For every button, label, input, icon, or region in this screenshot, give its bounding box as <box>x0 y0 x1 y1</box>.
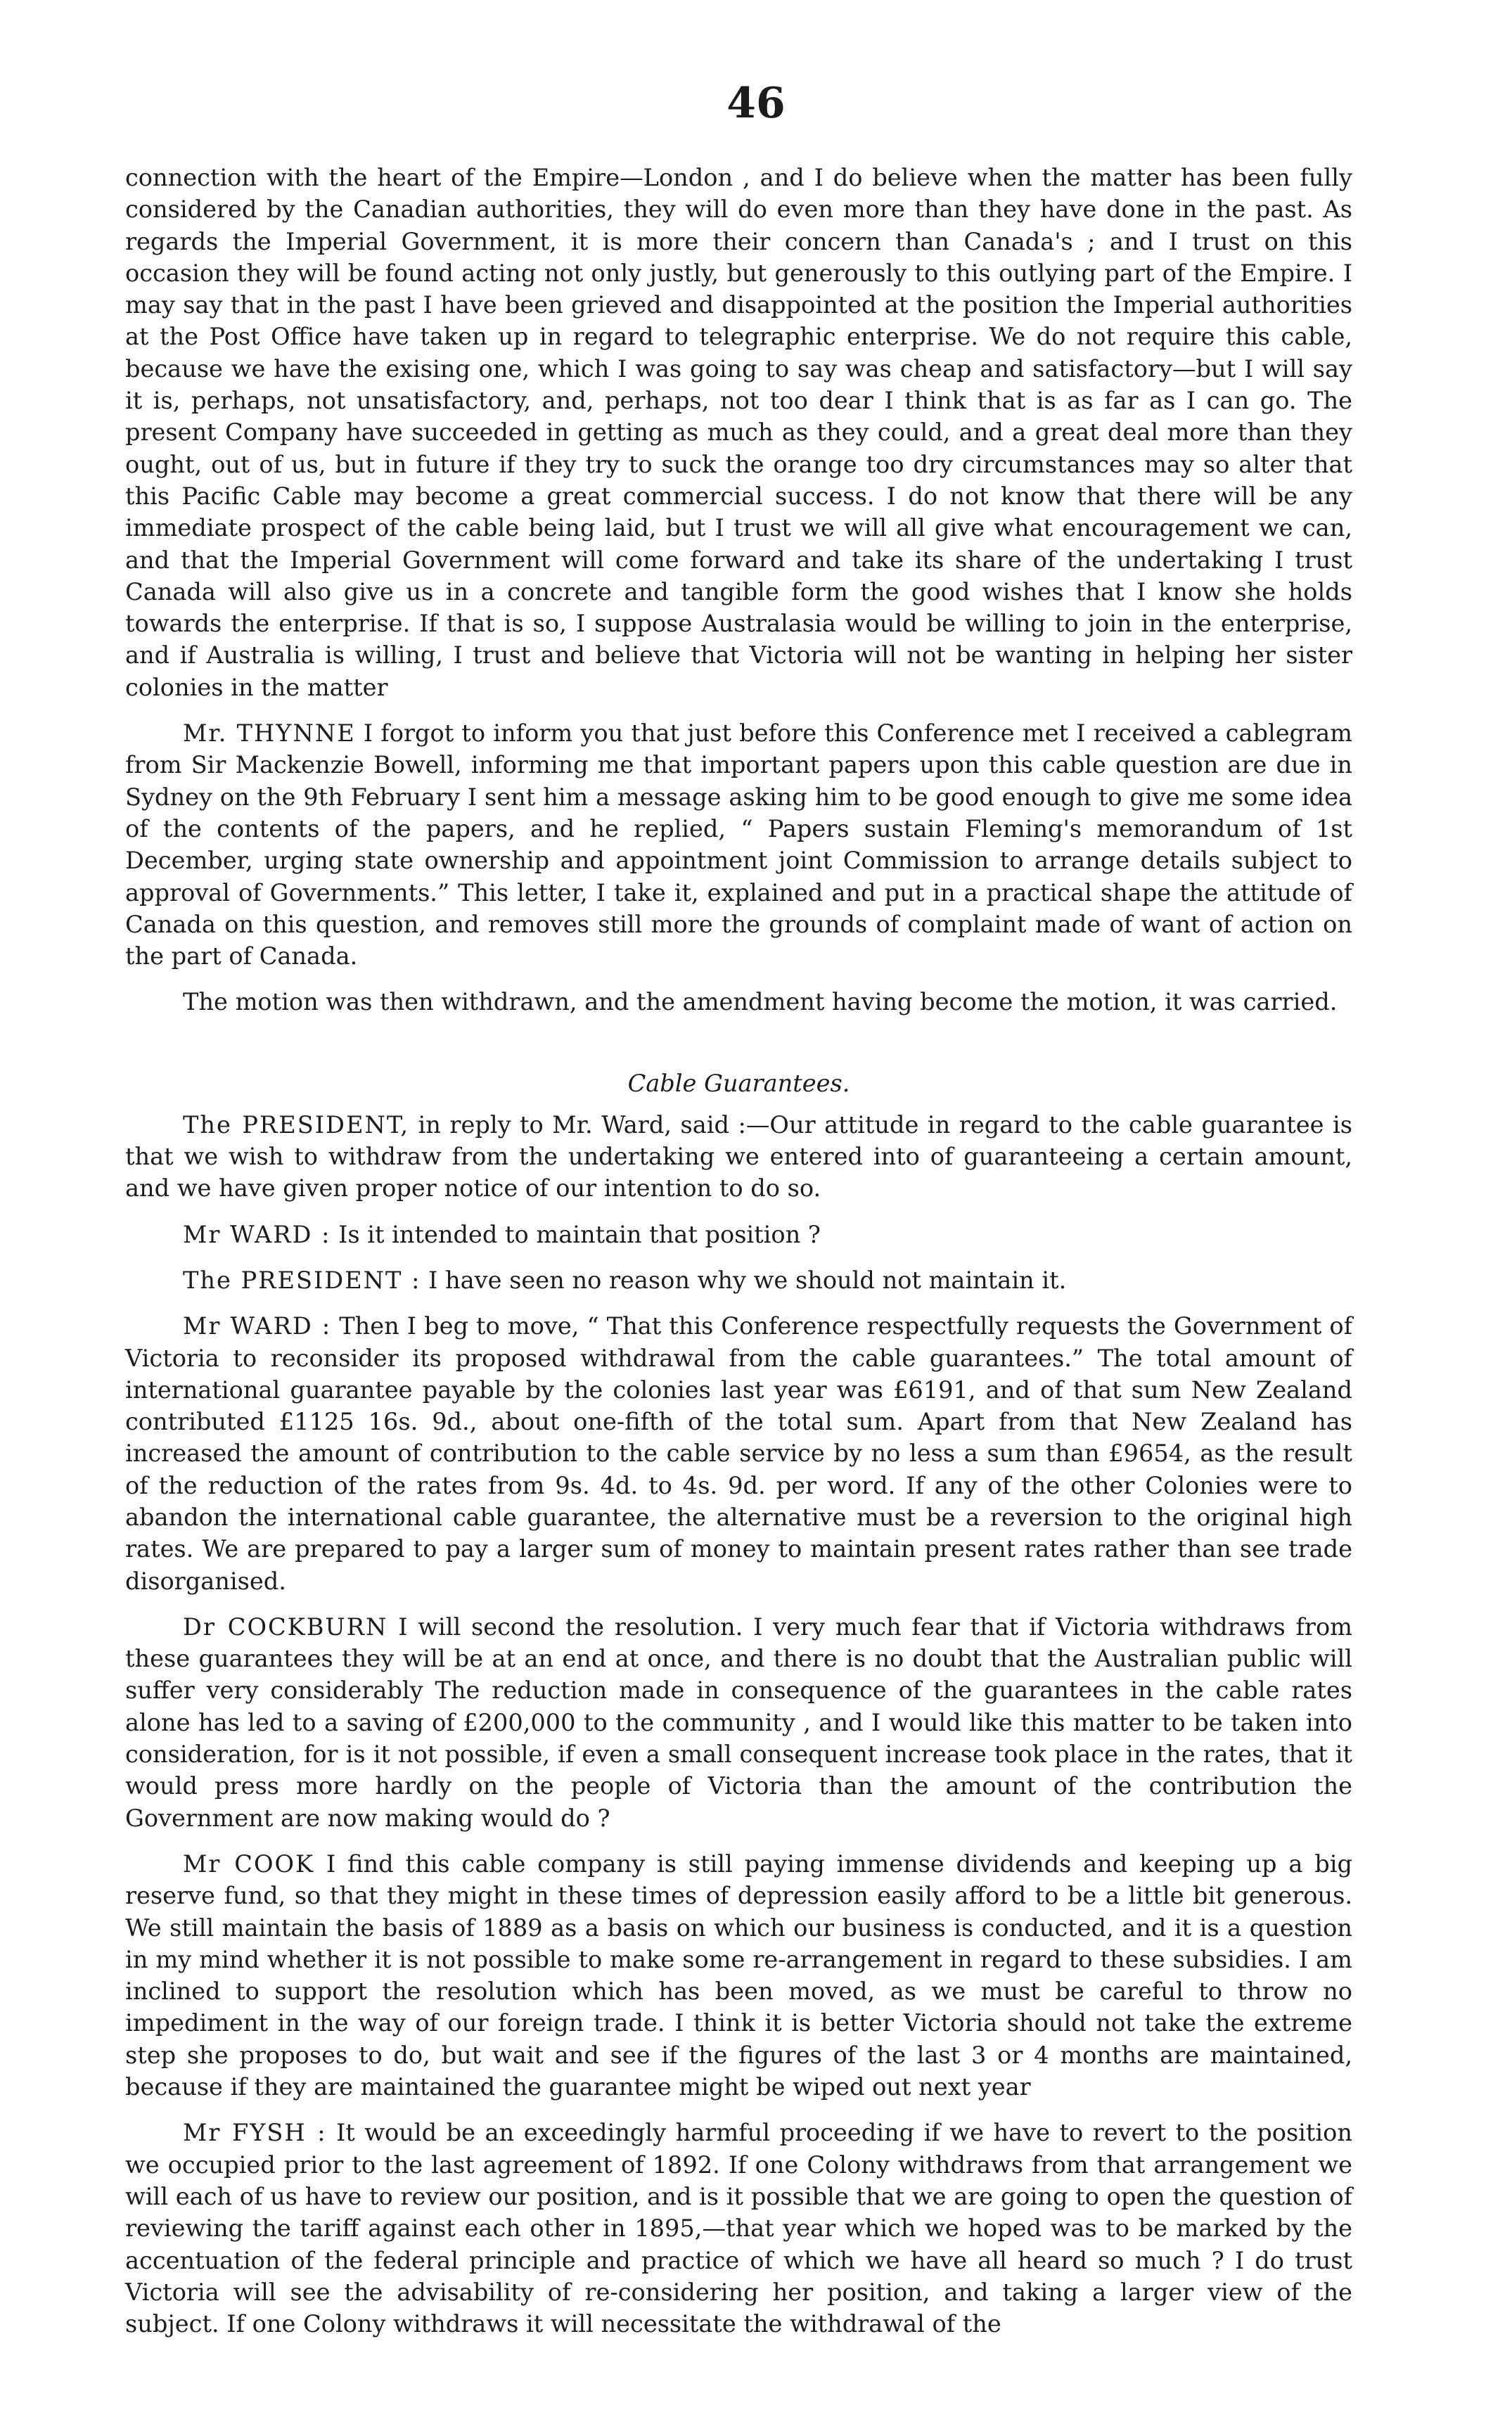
speaker-name: Mr COOK <box>183 1849 315 1878</box>
paragraph-text: It would be an exceedingly harmful proceeding if we have to revert to the position we occupied prior to the last agreement of 1892. If one Colony withdraws from that arrangement we will each of us have to review our position, and is it possible that we are going to open the question of reviewing the tariff against each other in 1895,—that year which we hoped was to be marked by the accentuation of the federal principle and practice of which we have all heard so much ? I do trust Victoria will see the advisability of re-considering her position, and taking a larger view of the subject. If one Colony withdraws it will necessitate the withdrawal of the <box>125 2119 1352 2338</box>
section-heading: Cable Guarantees. <box>627 1069 850 1097</box>
speaker-name: Mr FYSH : <box>183 2119 327 2147</box>
paragraph-text: The motion was then withdrawn, and the amendment having become the motion, it was carried. <box>183 988 1338 1016</box>
speaker-name: The PRESIDENT : <box>183 1266 421 1294</box>
paragraph-continuation <box>125 162 1352 703</box>
paragraph-motion-withdrawn <box>125 986 1352 1018</box>
speaker-name: Mr. THYNNE <box>183 719 356 748</box>
paragraph-text: in reply to Mr. Ward, said :—Our attitude in regard to the cable guarantee is that we wish to withdraw from the undertaking we entered into of guaranteeing a certain amount, and we have given proper notice of our intention to do so. <box>125 1110 1352 1203</box>
paragraph-ward-motion <box>125 1310 1352 1597</box>
paragraph-text: I find this cable company is still paying immense dividends and keeping up a big reserve fund, so that they might in these times of depression easily afford to be a little bit generous. We still maintain the basis of 1889 as a basis on which our business is conducted, and it is a question in my mind whether it is not possible to make some re-arrangement in regard to these subsidies. I am inclined to support the resolution which has been moved, as we must be careful to throw no impediment in the way of our foreign trade. I think it is better Victoria should not take the extreme step she proposes to do, but wait and see if the figures of the last 3 or 4 months are maintained, because if they are maintained the guarantee might be wiped out next year <box>125 1849 1352 2101</box>
paragraph-text: connection with the heart of the Empire—London , and I do believe when the matter has been fully considered by the Canadian authorities, they will do even more than they have done in the past. As regards the Imperial Government, it is more their concern than Canada's ; and I trust on this occasion they will be found acting not only justly, but generously to this outlying part of the Empire. I may say that in the past I have been grieved and disappointed at the position the Imperial authorities at the Post Office have taken up in regard to telegraphic enterprise. We do not require this cable, because we have the exising one, which I was going to say was cheap and satisfactory—but I will say it is, perhaps, not unsatisfactory, and, perhaps, not too dear I think that is as far as I can go. The present Company have succeeded in getting as much as they could, and a great deal more than they ought, out of us, but in future if they try to suck the orange too dry circumstances may so alter that this Pacific Cable may become a great commercial success. I do not know that there will be any immediate prospect of the cable being laid, but I trust we will all give what encouragement we can, and that the Imperial Government will come forward and take its share of the undertaking I trust Canada will also give us in a concrete and tangible form the good wishes that I know she holds towards the enterprise. If that is so, I suppose Australasia would be willing to join in the enterprise, and if Australia is willing, I trust and believe that Victoria will not be wanting in helping her sister colonies in the matter <box>125 164 1352 701</box>
page-number: 46 <box>726 79 786 128</box>
paragraph-thynne <box>125 717 1352 972</box>
paragraph-cook <box>125 1848 1352 2103</box>
paragraph-text: I will second the resolution. I very much fear that if Victoria withdraws from these guarantees they will be at an end at once, and there is no doubt that the Australian public will suffer very considerably The reduction made in consequence of the guarantees in the cable rates alone has led to a saving of £200,000 to the community , and I would like this matter to be taken into consideration, for is it not possible, if even a small consequent increase took place in the rates, that it would press more hardly on the people of Victoria than the amount of the contribution the Government are now making would do ? <box>125 1613 1352 1832</box>
paragraph-cockburn <box>125 1611 1352 1834</box>
paragraph-text: I have seen no reason why we should not maintain it. <box>421 1266 1067 1294</box>
paragraph-text: Then I beg to move, “ That this Conference respectfully requests the Government of Victoria to reconsider its proposed withdrawal from the cable guarantees.” The total amount of international guarantee payable by the colonies last year was £6191, and of that sum New Zealand contributed £1125 16s. 9d., about one-fifth of the total sum. Apart from that New Zealand has increased the amount of contribution to the cable service by no less a sum than £9654, as the result of the reduction of the rates from 9s. 4d. to 4s. 9d. per word. If any of the other Colonies were to abandon the international cable guarantee, the alternative must be a reversion to the original high rates. We are prepared to pay a larger sum of money to maintain present rates rather than see trade disorganised. <box>125 1312 1353 1595</box>
paragraph-ward-question <box>125 1219 1352 1250</box>
speaker-name: The PRESIDENT, <box>183 1110 410 1139</box>
speaker-name: Dr COCKBURN <box>183 1613 388 1641</box>
paragraph-president-answer <box>125 1264 1352 1296</box>
paragraph-text: I forgot to inform you that just before this Conference met I received a cablegram from Sir Mackenzie Bowell, informing me that important papers upon this cable question are due in Sydney on the 9th February I sent him a message asking him to be good enough to give me some idea of the contents of the papers, and he replied, “ Papers sustain Fleming's memorandum of 1st December, urging state ownership and appointment joint Commission to arrange details subject to approval of Governments.” This letter, I take it, explained and put in a practical shape the attitude of Canada on this question, and removes still more the grounds of complaint made of want of action on the part of Canada. <box>125 719 1352 970</box>
speaker-name: Mr WARD : <box>183 1220 331 1248</box>
paragraph-text: Is it intended to maintain that position ? <box>331 1220 821 1248</box>
paragraph-president-reply <box>125 1109 1352 1205</box>
speaker-name: Mr WARD : <box>183 1312 332 1340</box>
document-body <box>125 162 1352 2354</box>
paragraph-fysh <box>125 2117 1352 2340</box>
